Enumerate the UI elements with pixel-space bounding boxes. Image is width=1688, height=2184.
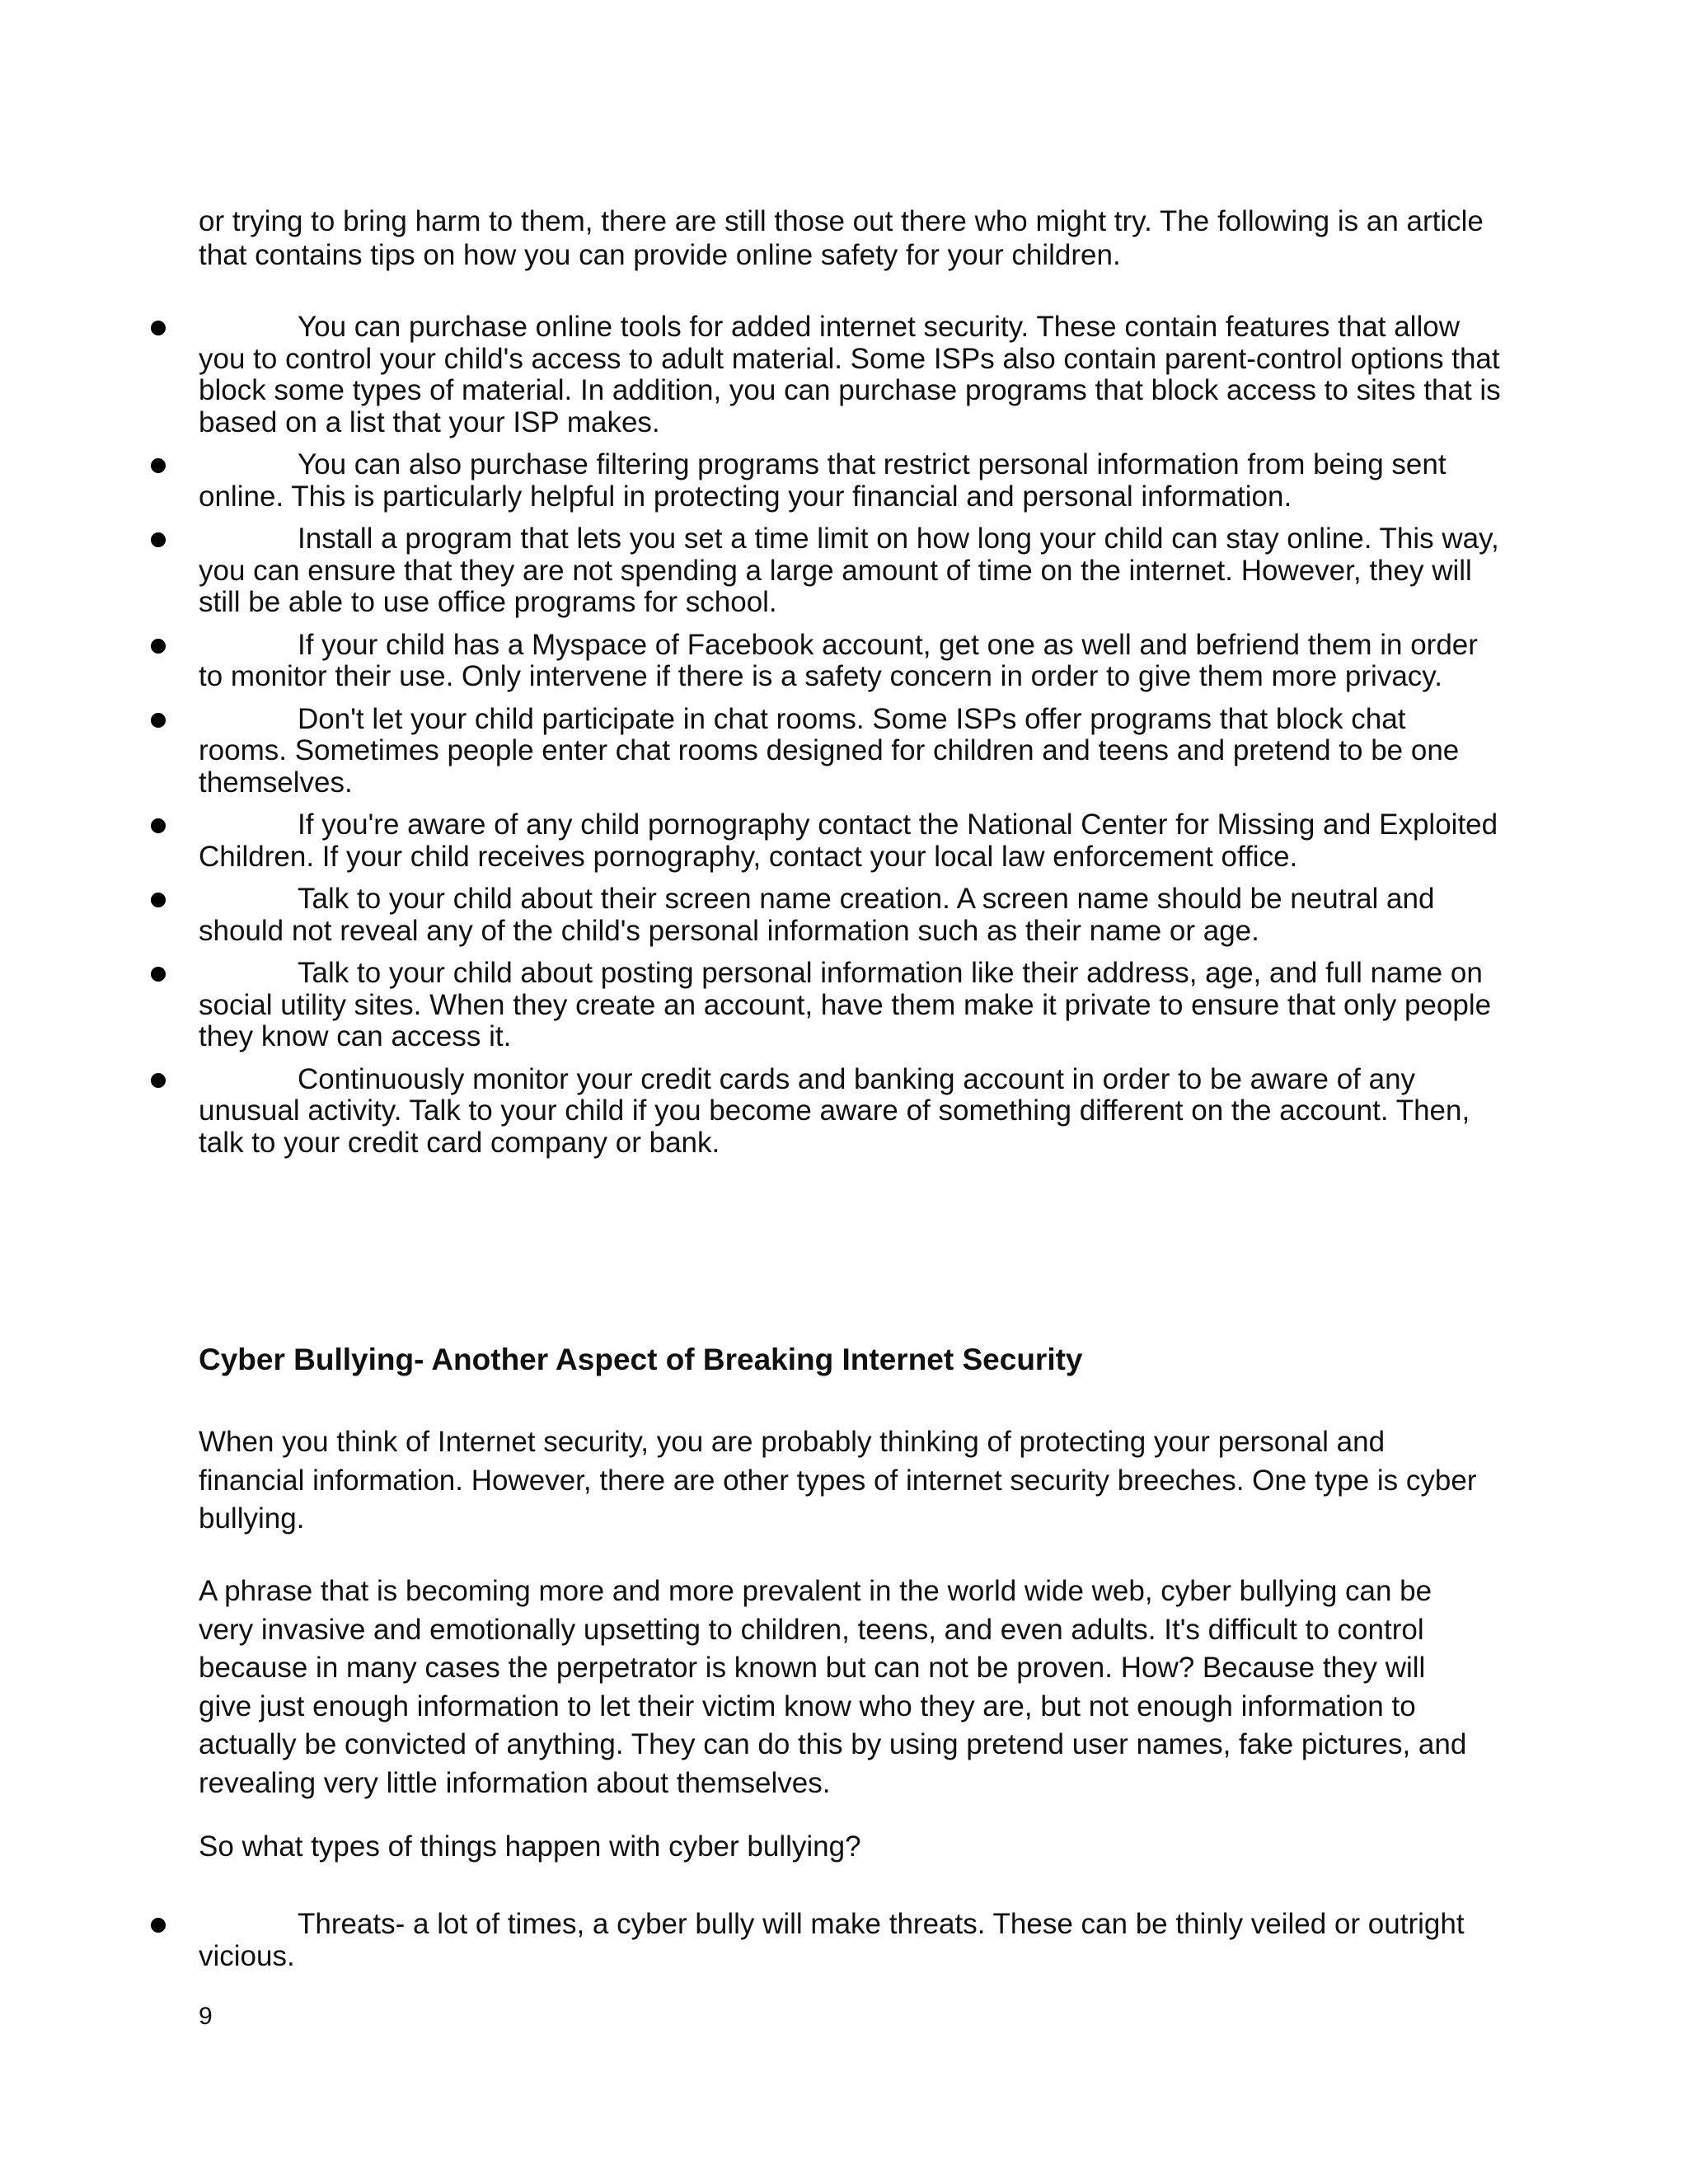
- safety-tips-list: [0, 312, 1688, 1169]
- body-paragraph: When you think of Internet security, you are probably thinking of protecting your personal and financial information. However, there are other types of internet security breeches. One type is cyber bullying.: [199, 1426, 1477, 1535]
- list-item-text: You can also purchase filtering programs that restrict personal information from being sent online. This is particularly helpful in protecting your financial and personal information.: [199, 448, 1447, 513]
- bullet-icon: [151, 713, 166, 728]
- intro-paragraph: or trying to bring harm to them, there are still those out there who might try. The following is an article that contains tips on how you can provide online safety for your children.: [199, 205, 1484, 271]
- bullet-icon: [151, 893, 166, 907]
- bullying-types-list: [0, 1909, 1688, 1983]
- list-item-text: You can purchase online tools for added internet security. These contain features that allow you to control your child's access to adult material. Some ISPs also contain parent-control options that block some types of material. In addition, you can purchase programs that block access to sites that is based on a list that your ISP makes.: [199, 311, 1501, 438]
- section-heading: Cyber Bullying- Another Aspect of Breaking Internet Security: [199, 1343, 1083, 1376]
- list-item-text: Threats- a lot of times, a cyber bully will make threats. These can be thinly veiled or outright vicious.: [199, 1908, 1465, 1972]
- list-item-text: Continuously monitor your credit cards and banking account in order to be aware of any unusual activity. Talk to your child if you become aware of something different on the account. Then, talk to your credit card company or bank.: [199, 1062, 1470, 1159]
- list-item: [0, 312, 1501, 438]
- bullet-icon: [151, 1918, 166, 1933]
- list-item: [0, 523, 1501, 619]
- bullet-icon: [151, 639, 166, 654]
- bullet-icon: [151, 818, 166, 833]
- bullet-icon: [151, 1073, 166, 1088]
- bullet-icon: [151, 458, 166, 473]
- list-item-text: Talk to your child about their screen name creation. A screen name should be neutral and should not reveal any of the child's personal information such as their name or age.: [199, 883, 1435, 947]
- list-item: [0, 449, 1501, 513]
- list-item: [0, 1909, 1501, 1972]
- list-item: [0, 630, 1501, 693]
- bullet-icon: [151, 321, 166, 335]
- list-item-text: If you're aware of any child pornography contact the National Center for Missing and Exploited Children. If your child receives pornography, contact your local law enforcement office.: [199, 808, 1498, 873]
- bullet-icon: [151, 532, 166, 547]
- body-paragraph: A phrase that is becoming more and more prevalent in the world wide web, cyber bullying can be very invasive and emotionally upsetting to children, teens, and even adults. It's difficult to control because in many cases the perpetrator is known but can not be proven. How? Because they will give just enough information to let their victim know who they are, but not enough information to actually be convicted of anything. They can do this by using pretend user names, fake pictures, and revealing very little information about themselves.: [199, 1575, 1467, 1799]
- list-item: [0, 809, 1501, 873]
- list-item-text: If your child has a Myspace of Facebook account, get one as well and befriend them in order to monitor their use. Only intervene if there is a safety concern in order to give them more privacy.: [199, 628, 1478, 692]
- page-number: 9: [199, 2003, 213, 2030]
- list-item: [0, 704, 1501, 799]
- bullet-icon: [151, 967, 166, 982]
- list-item: [0, 958, 1501, 1053]
- list-item-text: Don't let your child participate in chat rooms. Some ISPs offer programs that block chat rooms. Sometimes people enter chat rooms designed for children and teens and pretend to be one themselves.: [199, 702, 1460, 799]
- list-item-text: Install a program that lets you set a time limit on how long your child can stay online. This way, you can ensure that they are not spending a large amount of time on the internet. However, they will still be able to use office programs for school.: [199, 523, 1499, 618]
- list-item-text: Talk to your child about posting personal information like their address, age, and full name on social utility sites. When they create an account, have them make it private to ensure that only people they know can access it.: [199, 957, 1492, 1052]
- list-item: [0, 1064, 1501, 1160]
- body-paragraph: So what types of things happen with cyber bullying?: [199, 1830, 861, 1863]
- list-item: [0, 883, 1501, 947]
